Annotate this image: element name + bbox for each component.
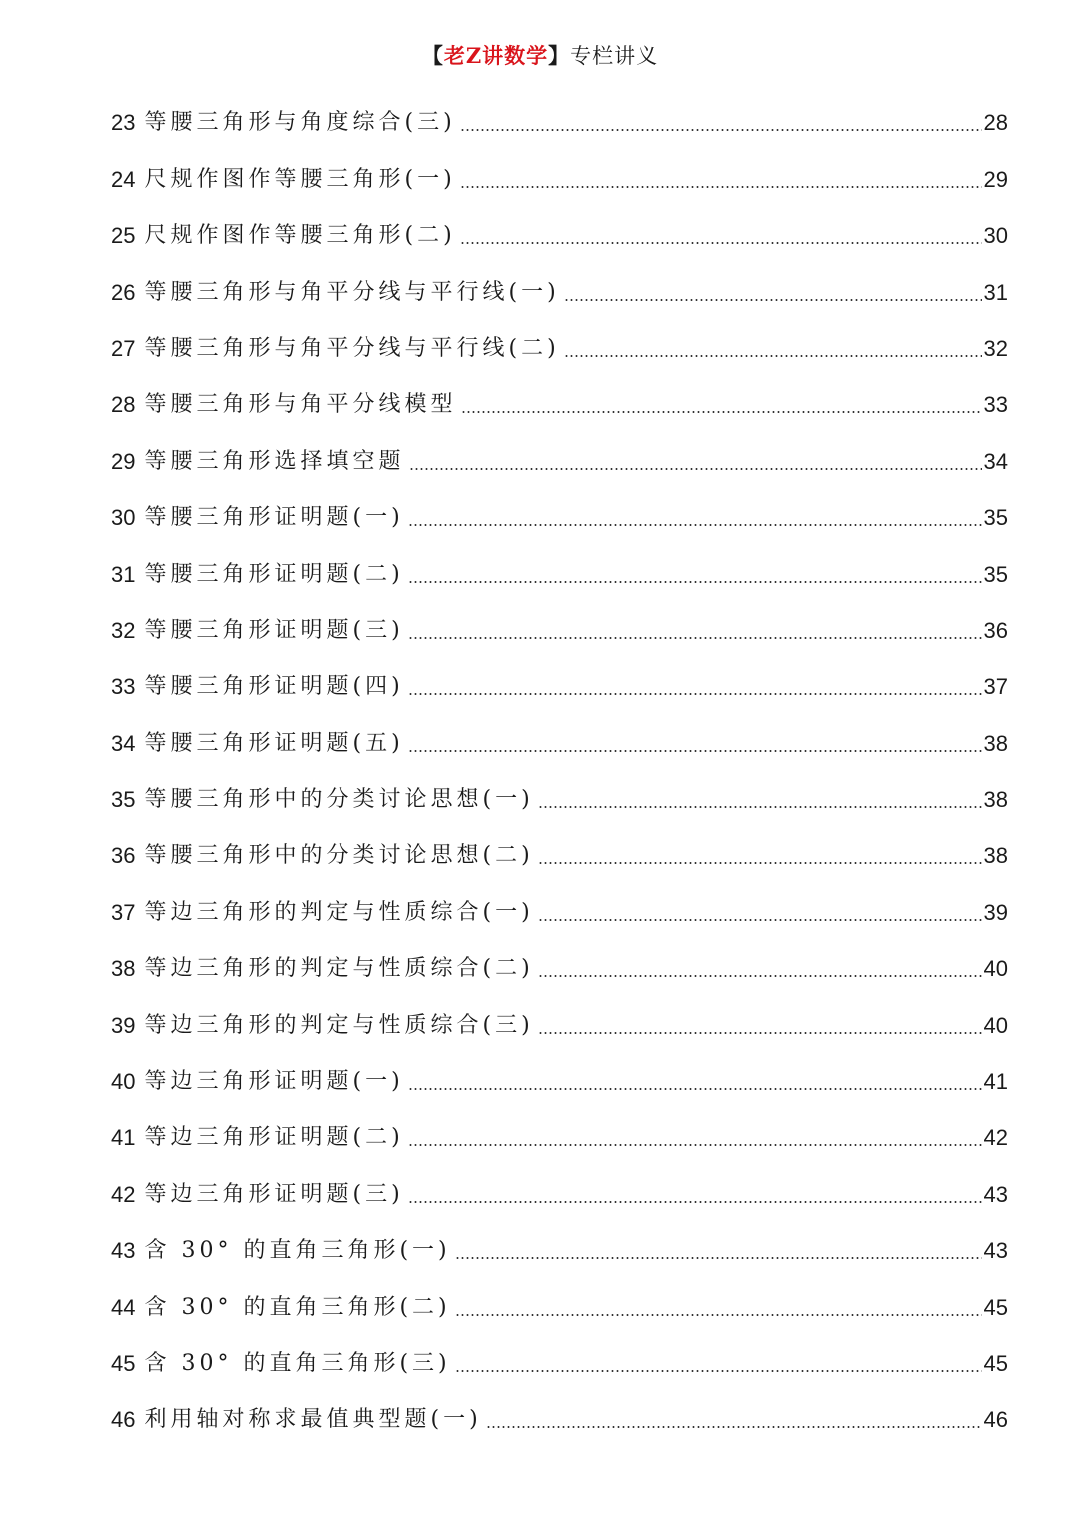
toc-entry-number: 29	[111, 448, 136, 474]
toc-entry-title: 等边三角形证明题(三)	[144, 1181, 404, 1207]
toc-entry-number: 39	[111, 1012, 136, 1038]
toc-entry-page: 45	[983, 1350, 1008, 1376]
toc-entry[interactable]	[111, 1392, 1008, 1448]
toc-entry-page: 42	[983, 1125, 1008, 1151]
toc-entry[interactable]	[111, 433, 1008, 489]
toc-entry-title: 等边三角形的判定与性质综合(二)	[144, 956, 534, 982]
toc-entry-number: 44	[111, 1294, 136, 1320]
toc-entry-page: 43	[983, 1238, 1008, 1264]
toc-entry-page: 46	[983, 1407, 1008, 1433]
toc-entry-title: 等腰三角形选择填空题	[144, 448, 405, 474]
toc-entry[interactable]	[111, 1336, 1008, 1392]
toc-entry[interactable]	[111, 828, 1008, 884]
toc-entry-number: 34	[111, 730, 136, 756]
page-header	[0, 40, 1080, 70]
toc-dot-leader	[538, 806, 982, 808]
toc-entry[interactable]	[111, 95, 1008, 151]
toc-entry-title: 等腰三角形与角平分线与平行线(二)	[144, 335, 560, 361]
toc-entry-page: 28	[983, 110, 1008, 136]
toc-entry[interactable]	[111, 151, 1008, 207]
table-of-contents	[111, 95, 1008, 1448]
toc-dot-leader	[460, 186, 982, 188]
toc-entry-page: 36	[983, 617, 1008, 643]
toc-dot-leader	[455, 1257, 982, 1259]
toc-dot-leader	[538, 1032, 982, 1034]
toc-entry-number: 27	[111, 335, 136, 361]
toc-dot-leader	[408, 693, 982, 695]
toc-entry-title: 等腰三角形与角度综合(三)	[144, 110, 456, 136]
toc-entry-title: 等边三角形的判定与性质综合(三)	[144, 1012, 534, 1038]
toc-entry-number: 31	[111, 561, 136, 587]
toc-entry-title: 等边三角形的判定与性质综合(一)	[144, 899, 534, 925]
toc-entry-number: 24	[111, 166, 136, 192]
toc-dot-leader	[455, 1314, 982, 1316]
toc-entry-number: 36	[111, 843, 136, 869]
toc-dot-leader	[538, 975, 982, 977]
toc-dot-leader	[409, 468, 982, 470]
toc-entry-number: 30	[111, 505, 136, 531]
toc-entry[interactable]	[111, 659, 1008, 715]
toc-dot-leader	[564, 355, 982, 357]
toc-entry[interactable]	[111, 603, 1008, 659]
toc-entry[interactable]	[111, 377, 1008, 433]
toc-entry[interactable]	[111, 1110, 1008, 1166]
toc-entry-page: 38	[983, 843, 1008, 869]
toc-entry-page: 31	[983, 279, 1008, 305]
toc-entry-number: 37	[111, 899, 136, 925]
toc-dot-leader	[408, 524, 982, 526]
toc-entry-page: 38	[983, 787, 1008, 813]
toc-entry-number: 40	[111, 1069, 136, 1095]
toc-dot-leader	[564, 299, 982, 301]
toc-dot-leader	[408, 1088, 982, 1090]
toc-entry-page: 41	[983, 1069, 1008, 1095]
toc-entry-page: 39	[983, 899, 1008, 925]
toc-entry-page: 30	[983, 223, 1008, 249]
toc-entry[interactable]	[111, 1054, 1008, 1110]
toc-entry-title: 尺规作图作等腰三角形(一)	[144, 166, 456, 192]
toc-entry[interactable]	[111, 264, 1008, 320]
toc-entry[interactable]	[111, 321, 1008, 377]
toc-entry-page: 43	[983, 1181, 1008, 1207]
toc-dot-leader	[455, 1370, 982, 1372]
toc-entry-number: 42	[111, 1181, 136, 1207]
toc-dot-leader	[408, 637, 982, 639]
toc-entry-number: 28	[111, 392, 136, 418]
toc-entry-page: 33	[983, 392, 1008, 418]
header-subtitle: 专栏讲义	[570, 44, 659, 68]
toc-entry-title: 含 30° 的直角三角形(二)	[144, 1294, 451, 1320]
toc-entry[interactable]	[111, 941, 1008, 997]
toc-dot-leader	[408, 1144, 982, 1146]
toc-entry-number: 45	[111, 1350, 136, 1376]
toc-entry-title: 等腰三角形中的分类讨论思想(二)	[144, 843, 534, 869]
toc-entry-title: 等腰三角形证明题(五)	[144, 730, 404, 756]
toc-entry-title: 含 30° 的直角三角形(三)	[144, 1350, 451, 1376]
toc-entry[interactable]	[111, 997, 1008, 1053]
toc-entry-page: 38	[983, 730, 1008, 756]
toc-dot-leader	[408, 581, 982, 583]
toc-entry-page: 40	[983, 1012, 1008, 1038]
toc-entry[interactable]	[111, 208, 1008, 264]
toc-entry-page: 45	[983, 1294, 1008, 1320]
toc-entry-title: 等腰三角形与角平分线与平行线(一)	[144, 279, 560, 305]
toc-entry-number: 41	[111, 1125, 136, 1151]
toc-entry[interactable]	[111, 1279, 1008, 1335]
toc-entry-title: 等腰三角形证明题(四)	[144, 674, 404, 700]
toc-entry-number: 25	[111, 223, 136, 249]
toc-entry-page: 40	[983, 956, 1008, 982]
toc-entry-title: 利用轴对称求最值典型题(一)	[144, 1407, 482, 1433]
toc-entry-title: 等腰三角形证明题(三)	[144, 617, 404, 643]
toc-entry-page: 29	[983, 166, 1008, 192]
toc-dot-leader	[460, 242, 982, 244]
toc-entry-title: 含 30° 的直角三角形(一)	[144, 1238, 451, 1264]
header-bracket-open: 【	[421, 43, 444, 68]
toc-entry[interactable]	[111, 1166, 1008, 1222]
toc-entry-page: 35	[983, 505, 1008, 531]
toc-entry-number: 26	[111, 279, 136, 305]
toc-entry-number: 46	[111, 1407, 136, 1433]
toc-dot-leader	[486, 1426, 982, 1428]
toc-dot-leader	[408, 750, 982, 752]
toc-entry-title: 尺规作图作等腰三角形(二)	[144, 223, 456, 249]
toc-entry-page: 34	[983, 448, 1008, 474]
toc-entry[interactable]	[111, 772, 1008, 828]
toc-dot-leader	[538, 862, 982, 864]
toc-entry-title: 等腰三角形中的分类讨论思想(一)	[144, 787, 534, 813]
toc-entry-number: 32	[111, 617, 136, 643]
toc-entry-number: 35	[111, 787, 136, 813]
toc-entry-page: 35	[983, 561, 1008, 587]
header-bracket-close: 】	[548, 43, 571, 68]
toc-entry-title: 等边三角形证明题(一)	[144, 1069, 404, 1095]
toc-entry-title: 等腰三角形证明题(二)	[144, 561, 404, 587]
toc-entry-title: 等腰三角形与角平分线模型	[144, 392, 457, 418]
toc-dot-leader	[408, 1201, 982, 1203]
toc-dot-leader	[460, 129, 982, 131]
toc-entry-number: 38	[111, 956, 136, 982]
toc-entry-number: 43	[111, 1238, 136, 1264]
toc-entry-page: 32	[983, 335, 1008, 361]
toc-entry-title: 等腰三角形证明题(一)	[144, 505, 404, 531]
toc-entry[interactable]	[111, 1223, 1008, 1279]
toc-entry-page: 37	[983, 674, 1008, 700]
toc-entry-number: 23	[111, 110, 136, 136]
toc-entry-number: 33	[111, 674, 136, 700]
toc-dot-leader	[461, 411, 982, 413]
toc-entry-title: 等边三角形证明题(二)	[144, 1125, 404, 1151]
toc-entry[interactable]	[111, 490, 1008, 546]
toc-entry[interactable]	[111, 546, 1008, 602]
header-brand: 老Z讲数学	[443, 43, 549, 68]
toc-entry[interactable]	[111, 884, 1008, 940]
toc-entry[interactable]	[111, 715, 1008, 771]
toc-dot-leader	[538, 919, 982, 921]
